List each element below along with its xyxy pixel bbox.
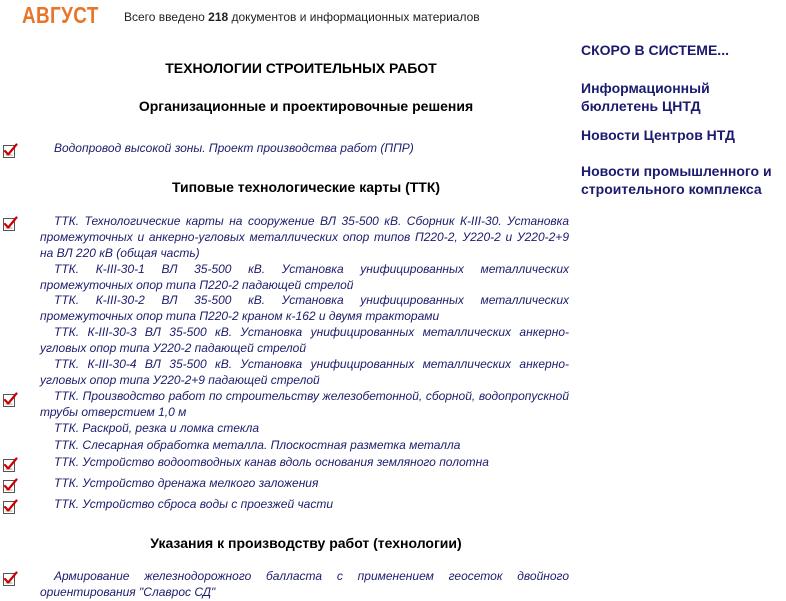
doc-link[interactable]: ТТК. К-III-30-2 ВЛ 35-500 кВ. Установка унифицированных металлических промежуточных опор типа П220-2 краном к-162 и двумя тракторами	[40, 293, 569, 323]
section-title-ttk: Типовые технологические карты (ТТК)	[171, 179, 441, 195]
document-check-icon	[2, 143, 18, 159]
sidebar-link-ntd-news[interactable]: Новости Центров НТД	[581, 127, 735, 143]
doc-link[interactable]: ТТК. Слесарная обработка металла. Плоскостная разметка металла	[54, 438, 461, 452]
doc-link[interactable]: Водопровод высокой зоны. Проект производства работ (ППР)	[54, 141, 414, 155]
doc-link[interactable]: ТТК. К-III-30-3 ВЛ 35-500 кВ. Установка унифицированных металлических анкерно-угловых опор типа У220-2 падающей стрелой	[40, 325, 569, 355]
page-title: ТЕХНОЛОГИИ СТРОИТЕЛЬНЫХ РАБОТ	[165, 60, 437, 76]
doc-link[interactable]: ТТК. К-III-30-4 ВЛ 35-500 кВ. Установка унифицированных металлических анкерно-угловых опор типа У220-2+9 падающей стрелой	[40, 357, 569, 387]
doc-link[interactable]: ТТК. К-III-30-1 ВЛ 35-500 кВ. Установка унифицированных металлических промежуточных опор типа П220-2 падающей стрелой	[40, 262, 569, 292]
document-check-icon	[2, 478, 18, 494]
doc-link[interactable]: ТТК. Устройство сброса воды с проезжей части	[54, 497, 334, 511]
doc-link[interactable]: ТТК. Устройство водоотводных канав вдоль основания земляного полотна	[54, 455, 489, 469]
documents-total	[124, 10, 480, 24]
sidebar-link-industry-news[interactable]: Новости промышленного и строительного комплекса	[581, 163, 772, 197]
document-check-icon	[2, 392, 18, 408]
doc-link[interactable]: ТТК. Производство работ по строительству железобетонной, сборной, водопропускной трубы отверстием 1,0 м	[40, 389, 569, 419]
doc-link[interactable]: Армирование железнодорожного балласта с применением геосеток двойного ориентирования "Славрос СД"	[40, 569, 569, 599]
total-suffix: документов и информационных материалов	[228, 10, 480, 24]
logo[interactable]: АВГУСТ	[22, 2, 99, 28]
doc-link[interactable]: ТТК. Технологические карты на сооружение ВЛ 35-500 кВ. Сборник К-III-30. Установка промежуточных и анкерно-угловых металлических опор типов П220-2, У220-2 и У220-2+9 на ВЛ 220 кВ (общая часть)	[40, 214, 569, 260]
document-check-icon	[2, 499, 18, 515]
section-title-guidelines: Указания к производству работ (технологии)	[150, 535, 462, 551]
document-check-icon	[2, 216, 18, 232]
document-check-icon	[2, 457, 18, 473]
sidebar-link-coming-soon[interactable]: СКОРО В СИСТЕМЕ...	[581, 42, 729, 58]
doc-link[interactable]: ТТК. Устройство дренажа мелкого заложения	[54, 476, 319, 490]
document-check-icon	[2, 571, 18, 587]
section-title-org: Организационные и проектировочные решения	[138, 98, 474, 114]
doc-link[interactable]: ТТК. Раскрой, резка и ломка стекла	[54, 421, 260, 435]
total-count: 218	[208, 10, 229, 24]
total-prefix: Всего введено	[124, 10, 209, 24]
sidebar-link-bulletin[interactable]: Информационный бюллетень ЦНТД	[581, 80, 710, 114]
